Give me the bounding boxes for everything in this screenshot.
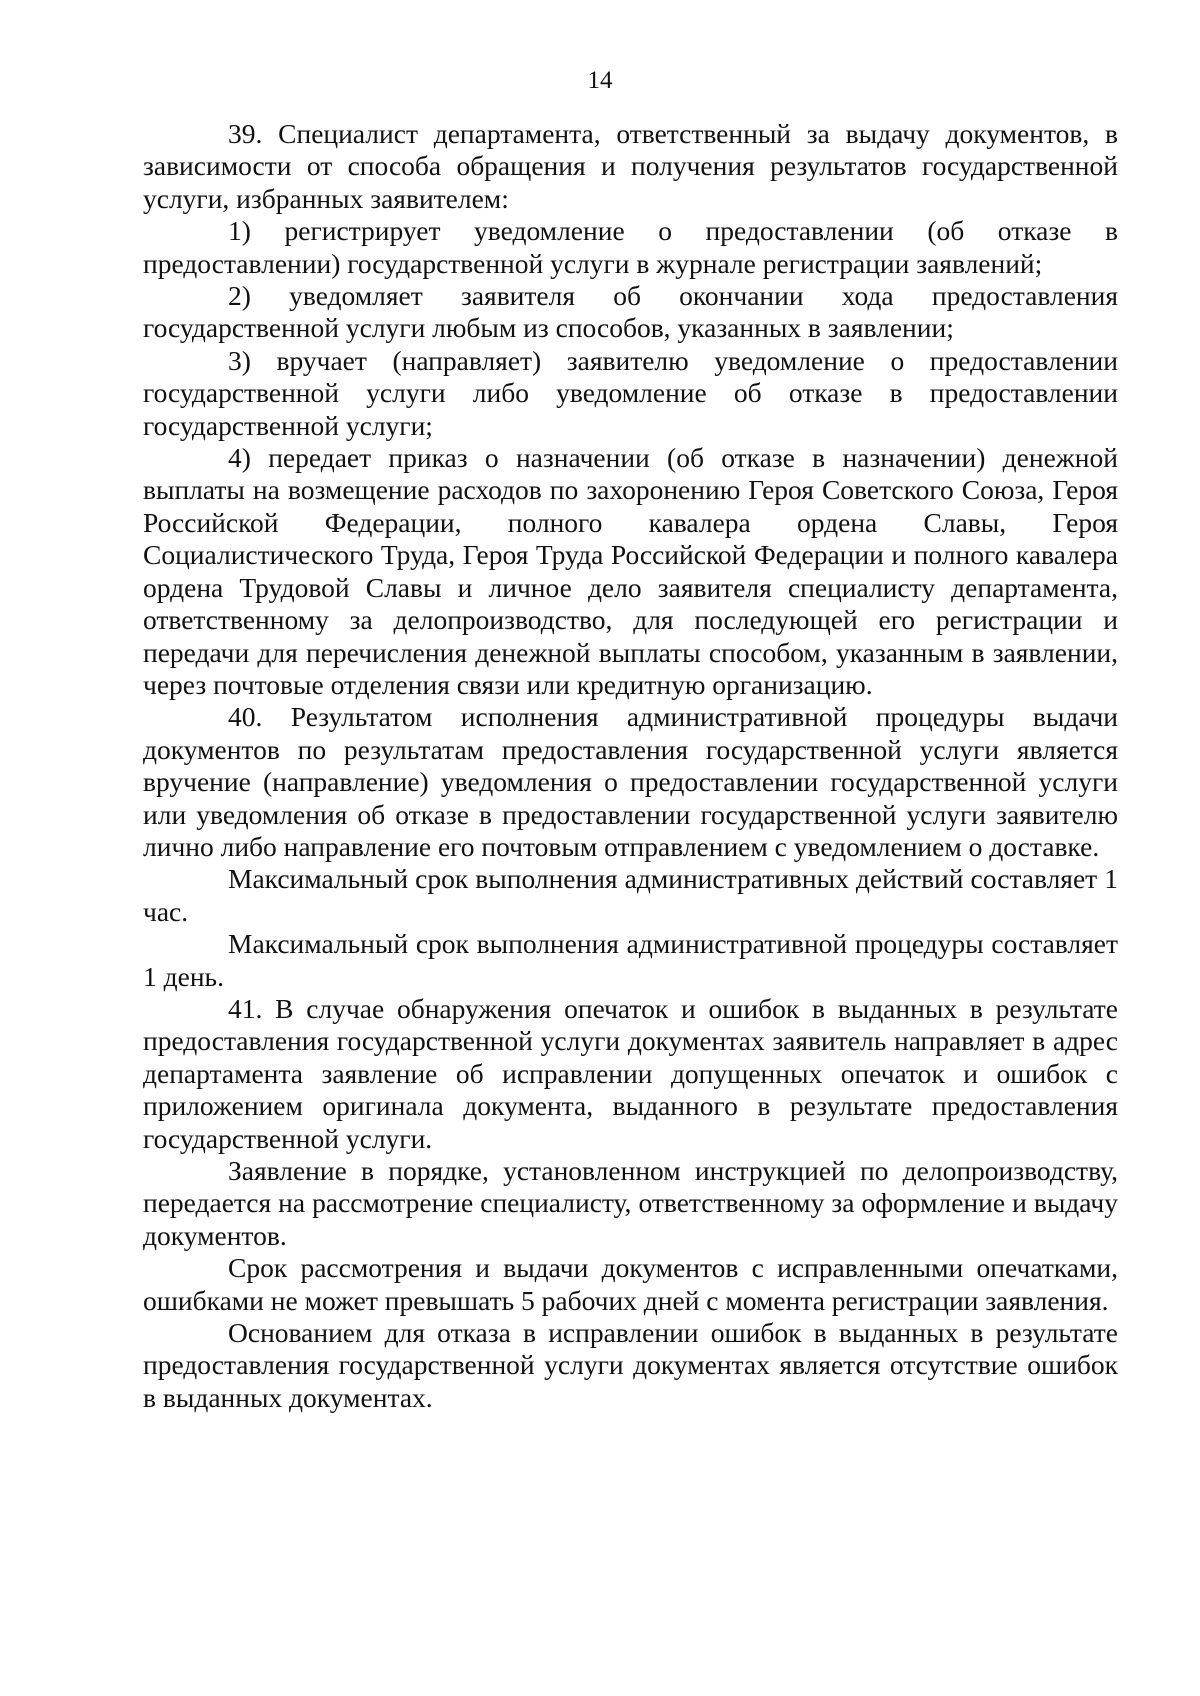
paragraph-39-item-3: 3) вручает (направляет) заявителю уведомление о предоставлении государственной услуги либо уведомление об отказе в предоставлении государственной услуги; [143,344,1118,441]
paragraph-39-item-2: 2) уведомляет заявителя об окончании хода предоставления государственной услуги любым из способов, указанных в заявлении; [143,280,1118,344]
paragraph-41: 41. В случае обнаружения опечаток и ошибок в выданных в результате предоставления государственной услуги документах заявитель направляет в адрес департамента заявление об исправлении допущенных опечаток и ошибок с приложением оригинала документа, выданного в результате предоставления государственной услуги. [143,992,1118,1154]
paragraph-max-action-time: Максимальный срок выполнения административных действий составляет 1 час. [143,863,1118,927]
paragraph-application-routing: Заявление в порядке, установленном инструкцией по делопроизводству, передается на рассмотрение специалисту, ответственному за оформление и выдачу документов. [143,1155,1118,1251]
paragraph-refusal-grounds: Основанием для отказа в исправлении ошибок в выданных в результате предоставления государственной услуги документах является отсутствие ошибок в выданных документах. [143,1317,1118,1413]
page-number: 14 [587,67,613,94]
paragraph-39-item-1: 1) регистрирует уведомление о предоставлении (об отказе в предоставлении) государственной услуги в журнале регистрации заявлений; [143,215,1118,279]
paragraph-39-intro: 39. Специалист департамента, ответственный за выдачу документов, в зависимости от способа обращения и получения результатов государственной услуги, избранных заявителем: [143,118,1118,214]
paragraph-correction-term: Срок рассмотрения и выдачи документов с исправленными опечатками, ошибками не может превышать 5 рабочих дней с момента регистрации заявления. [143,1252,1118,1316]
document-body [143,118,1118,1414]
paragraph-40: 40. Результатом исполнения административной процедуры выдачи документов по результатам предоставления государственной услуги является вручение (направление) уведомления о предоставлении государственной услуги или уведомления об отказе в предоставлении государственной услуги заявителю лично либо направление его почтовым отправлением с уведомлением о доставке. [143,701,1118,862]
paragraph-39-item-4: 4) передает приказ о назначении (об отказе в назначении) денежной выплаты на возмещение расходов по захоронению Героя Советского Союза, Героя Российской Федерации, полного кавалера ордена Славы, Героя Социалистического Труда, Героя Труда Российской Федерации и полного кавалера ордена Трудовой Славы и личное дело заявителя специалисту департамента, ответственному за делопроизводство, для последующей его регистрации и передачи для перечисления денежной выплаты способом, указанным в заявлении, через почтовые отделения связи или кредитную организацию. [143,442,1118,700]
paragraph-max-procedure-time: Максимальный срок выполнения административной процедуры составляет 1 день. [143,928,1118,992]
